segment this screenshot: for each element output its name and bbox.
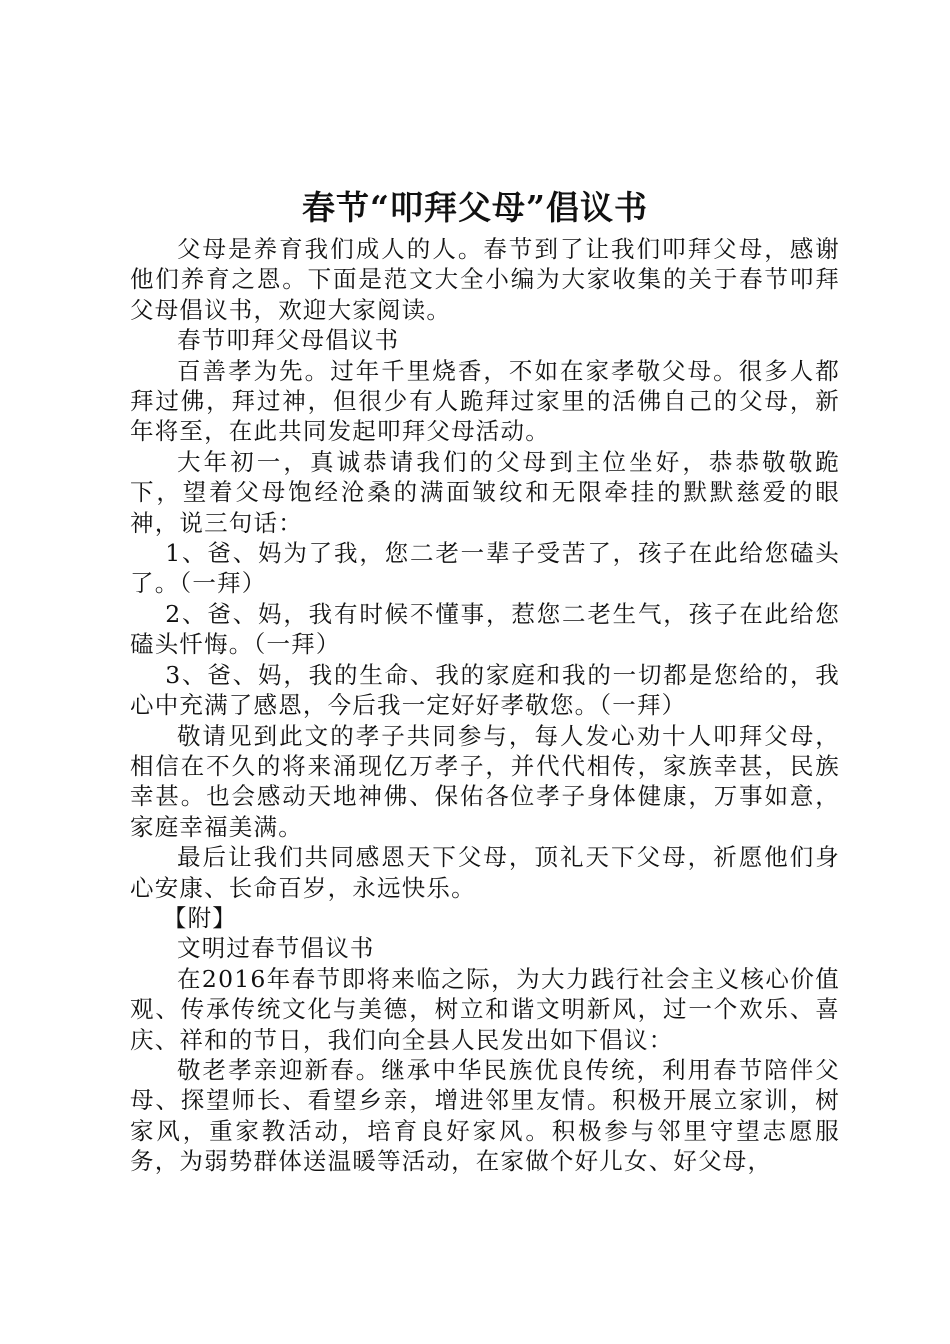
document-title: 春节“叩拜父母”倡议书: [302, 188, 648, 227]
paragraph-invitation: 敬请见到此文的孝子共同参与，每人发心劝十人叩拜父母，相信在不久的将来涌现亿万孝子，并代代相传，家族幸甚，民族幸甚。也会感动天地神佛、保佑各位孝子身体健康，万事如意，家庭幸福美满。: [130, 721, 840, 841]
paragraph-bow-two: 2、爸、妈，我有时候不懂事，惹您二老生气，孩子在此给您磕头忏悔。（一拜）: [130, 599, 840, 659]
paragraph-bow-three: 3、爸、妈，我的生命、我的家庭和我的一切都是您给的，我心中充满了感恩，今后我一定好好孝敬您。（一拜）: [130, 660, 840, 720]
subheading-civilized-spring: 文明过春节倡议书: [177, 934, 375, 963]
paragraph-intro: 父母是养育我们成人的人。春节到了让我们叩拜父母，感谢他们养育之恩。下面是范文大全小编为大家收集的关于春节叩拜父母倡议书，欢迎大家阅读。: [130, 235, 840, 324]
paragraph-respect-elders: 敬老孝亲迎新春。继承中华民族优良传统，利用春节陪伴父母、探望师长、看望乡亲，增进邻里友情。积极开展立家训，树家风，重家教活动，培育良好家风。积极参与邻里守望志愿服务，为弱势群体送温暖等活动，在家做个好儿女、好父母，: [130, 1055, 840, 1176]
document-body: [130, 234, 840, 1177]
paragraph-bow-one: 1、爸、妈为了我，您二老一辈子受苦了，孩子在此给您磕头了。（一拜）: [130, 539, 840, 598]
paragraph-2016-proposal: 在2016年春节即将来临之际，为大力践行社会主义核心价值观、传承传统文化与美德，树立和谐文明新风，过一个欢乐、喜庆、祥和的节日，我们向全县人民发出如下倡议：: [130, 964, 840, 1054]
paragraph-new-year-day: 大年初一，真诚恭请我们的父母到主位坐好，恭恭敬敬跪下，望着父母饱经沧桑的满面皱纹和无限牵挂的默默慈爱的眼神，说三句话：: [130, 447, 840, 537]
paragraph-closing: 最后让我们共同感恩天下父母，顶礼天下父母，祈愿他们身心安康、长命百岁，永远快乐。: [130, 843, 840, 902]
paragraph-filial-piety: 百善孝为先。过年千里烧香，不如在家孝敬父母。很多人都拜过佛，拜过神，但很少有人跪拜过家里的活佛自己的父母，新年将至，在此共同发起叩拜父母活动。: [130, 356, 840, 446]
subheading-initiative: 春节叩拜父母倡议书: [177, 326, 400, 355]
attachment-label: 【附】: [162, 903, 237, 932]
